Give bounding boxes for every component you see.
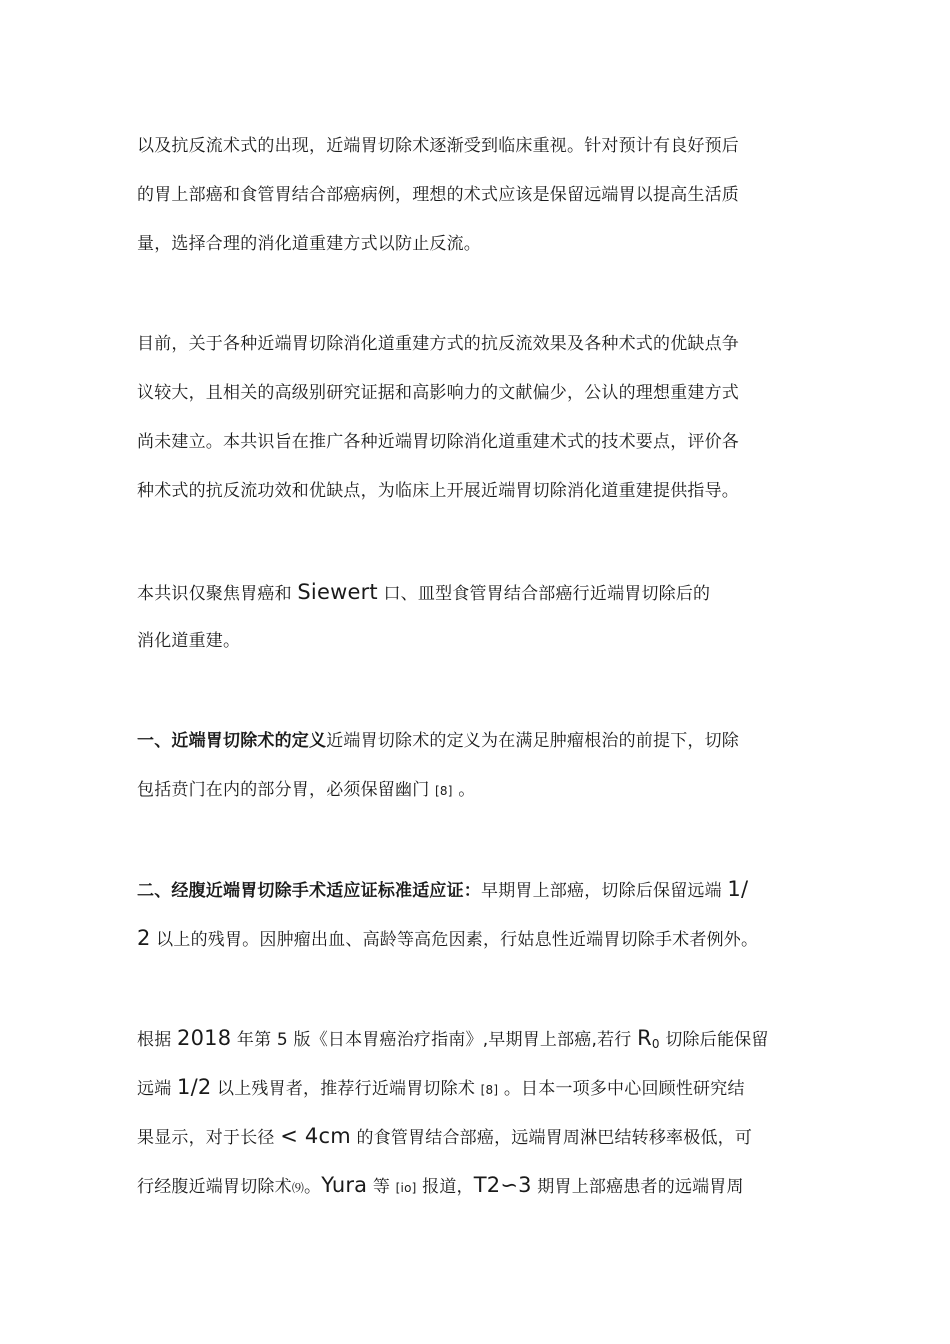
text-run: 果显示，对于长径 [137, 1128, 281, 1148]
paragraph-line [137, 1063, 827, 1112]
text-run: 2018 [177, 1026, 232, 1050]
text-run: 远端 [137, 1079, 178, 1099]
paragraph-1 [137, 122, 827, 269]
text-run: 本共识仅聚焦胃癌和 [137, 584, 298, 604]
paragraph-line: 议较大，且相关的高级别研究证据和高影响力的文献偏少，公认的理想重建方式 [137, 383, 739, 403]
subscript: 0 [651, 1037, 660, 1051]
section-2 [137, 865, 827, 963]
text-run: 的食管胃结合部癌，远端胃周淋巴结转移率极低，可 [350, 1128, 753, 1148]
text-run: 。 [304, 1177, 322, 1197]
text-run: 2 [137, 926, 151, 950]
citation: ⑼ [291, 1181, 305, 1195]
citation: [8] [435, 784, 453, 798]
text-run: 1/2 [177, 1075, 212, 1099]
paragraph-line [137, 914, 827, 963]
paragraph-line [137, 865, 827, 914]
paragraph-line [137, 1014, 827, 1063]
paragraph-2 [137, 320, 827, 516]
paragraph-line [137, 717, 827, 766]
paragraph-line: 目前，关于各种近端胃切除消化道重建方式的抗反流效果及各种术式的优缺点争 [137, 334, 739, 354]
text-run: 行经腹近端胃切除术 [137, 1177, 292, 1197]
text-run: 报道， [416, 1177, 474, 1197]
citation: [io] [395, 1181, 417, 1195]
text-run: Siewert [297, 580, 378, 604]
section-heading: 二、经腹近端胃切除手术适应证 [137, 881, 378, 901]
paragraph-line: 的胃上部癌和食管胃结合部癌病例，理想的术式应该是保留远端胃以提高生活质 [137, 185, 739, 205]
paragraph-line [137, 1161, 827, 1210]
text-run: 。日本一项多中心回顾性研究结 [498, 1079, 745, 1099]
text-run: 以上残胃者，推荐行近端胃切除术 [211, 1079, 481, 1099]
paragraph-line: 以及抗反流术式的出现，近端胃切除术逐渐受到临床重视。针对预计有良好预后 [137, 136, 739, 156]
text-run: 期胃上部癌患者的远端胃周 [531, 1177, 744, 1197]
paragraph-line [137, 568, 827, 617]
text-run: 口、皿型食管胃结合部癌行近端胃切除后的 [377, 584, 711, 604]
subsection-heading: 标准适应证： [377, 881, 482, 901]
text-run: 1/ [727, 877, 749, 901]
text-run: Yura [321, 1173, 368, 1197]
paragraph-line: 消化道重建。 [137, 631, 241, 651]
paragraph-line [137, 766, 827, 815]
paragraph-line [137, 1112, 827, 1161]
paragraph-line: 种术式的抗反流功效和优缺点，为临床上开展近端胃切除消化道重建提供指导。 [137, 481, 739, 501]
text-run: < 4cm [280, 1124, 351, 1148]
text-run: 包括贲门在内的部分胃，必须保留幽门 [137, 780, 436, 800]
citation: [8] [480, 1083, 499, 1097]
paragraph-line: 量，选择合理的消化道重建方式以防止反流。 [137, 234, 481, 254]
text-run: 年第 5 版《日本胃癌治疗指南》,早期胃上部癌,若行 [231, 1030, 638, 1050]
text-run: 早期胃上部癌，切除后保留远端 [481, 881, 728, 901]
text-run: 根据 [137, 1030, 178, 1050]
paragraph-6 [137, 1014, 827, 1210]
text-run: 切除后能保留 [659, 1030, 769, 1050]
text-run: 近端胃切除术的定义为在满足肿瘤根治的前提下，切除 [326, 731, 740, 751]
text-run: T2∽3 [473, 1173, 532, 1197]
text-run: 。 [452, 780, 476, 800]
paragraph-line: 尚未建立。本共识旨在推广各种近端胃切除消化道重建术式的技术要点，评价各 [137, 432, 739, 452]
paragraph-3 [137, 568, 827, 666]
section-heading: 一、近端胃切除术的定义 [137, 731, 327, 751]
text-run: 等 [367, 1177, 396, 1197]
section-1 [137, 717, 827, 815]
text-run: R [637, 1026, 652, 1050]
text-run: 以上的残胃。因肿瘤出血、高龄等高危因素，行姑息性近端胃切除手术者例外。 [150, 930, 759, 950]
